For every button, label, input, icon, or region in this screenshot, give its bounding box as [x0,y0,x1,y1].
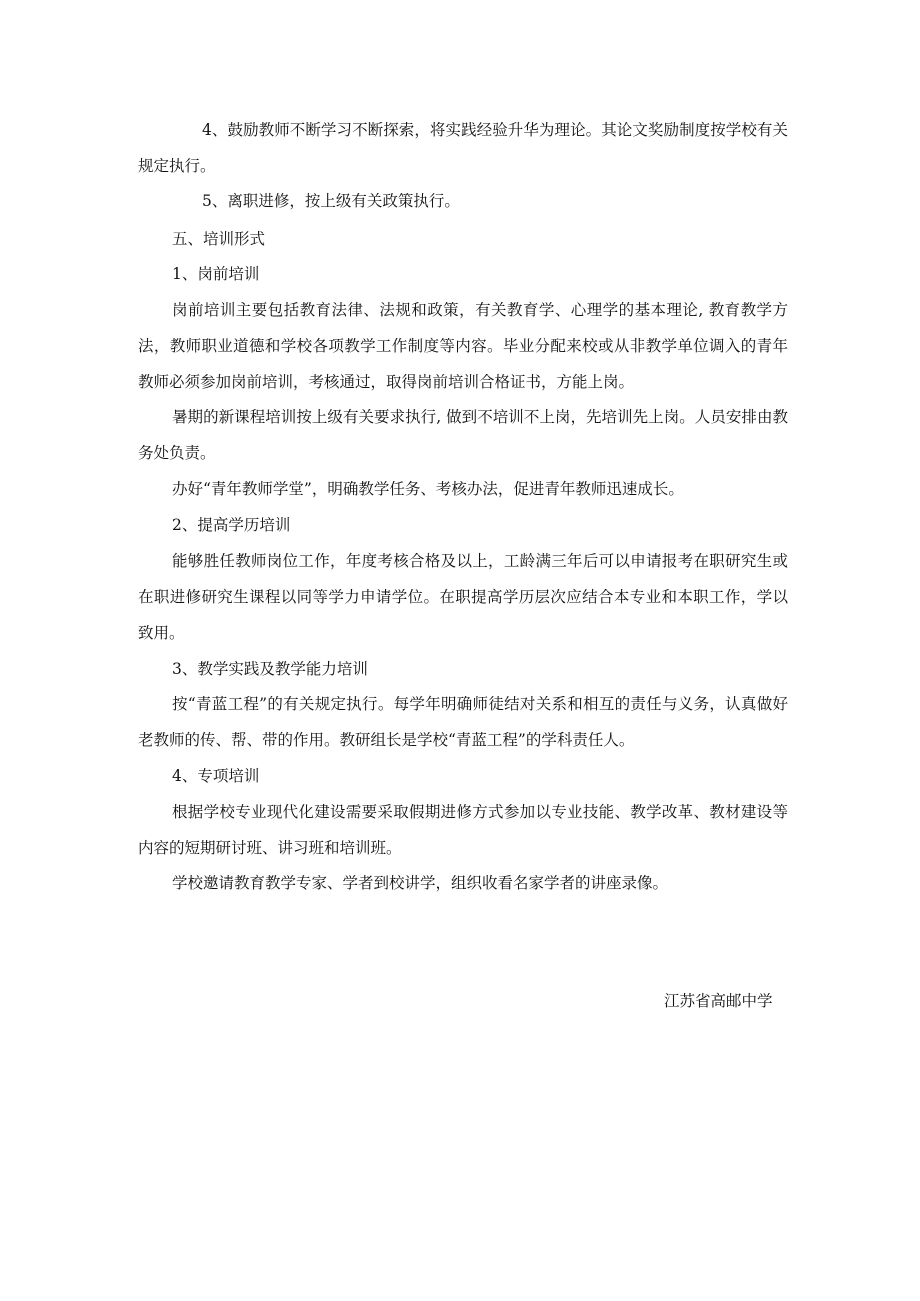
paragraph-qinglan-project: 按“青蓝工程”的有关规定执行。每学年明确师徒结对关系和相互的责任与义务，认真做好老教师的传、帮、带的作用。教研组长是学校“青蓝工程”的学科责任人。 [138,695,788,749]
paragraph-young-teacher-hall: 办好“青年教师学堂”，明确教学任务、考核办法，促进青年教师迅速成长。 [172,480,684,498]
paragraph-degree-content: 能够胜任教师岗位工作，年度考核合格及以上，工龄满三年后可以申请报考在职研究生或在职进修研究生课程以同等学力申请学位。在职提高学历层次应结合本专业和本职工作，学以致用。 [138,552,788,642]
paragraph-summer-training: 暑期的新课程培训按上级有关要求执行, 做到不培训不上岗，先培训先上岗。人员安排由教务处负责。 [138,408,788,462]
subheading-degree-training: 2、提高学历培训 [172,516,291,534]
subheading-special-training: 4、专项培训 [172,767,260,785]
paragraph-leave-study: 5、离职进修，按上级有关政策执行。 [202,192,460,210]
paragraph-encourage-learning: 4、鼓励教师不断学习不断探索，将实践经验升华为理论。其论文奖励制度按学校有关规定执行。 [138,121,788,175]
paragraph-pre-job-content: 岗前培训主要包括教育法律、法规和政策，有关教育学、心理学的基本理论, 教育教学方法，教师职业道德和学校各项教学工作制度等内容。毕业分配来校或从非教学单位调入的青年教师必须参加岗前培训，考核通过，取得岗前培训合格证书，方能上岗。 [138,301,788,391]
subheading-pre-job-training: 1、岗前培训 [172,265,260,283]
signature-school-name: 江苏省高邮中学 [664,992,773,1010]
paragraph-expert-lectures: 学校邀请教育教学专家、学者到校讲学，组织收看名家学者的讲座录像。 [172,874,669,892]
paragraph-special-content: 根据学校专业现代化建设需要采取假期进修方式参加以专业技能、教学改革、教材建设等内容的短期研讨班、讲习班和培训班。 [138,803,788,857]
section-heading-training-forms: 五、培训形式 [172,230,266,248]
subheading-teaching-practice: 3、教学实践及教学能力培训 [172,660,368,678]
